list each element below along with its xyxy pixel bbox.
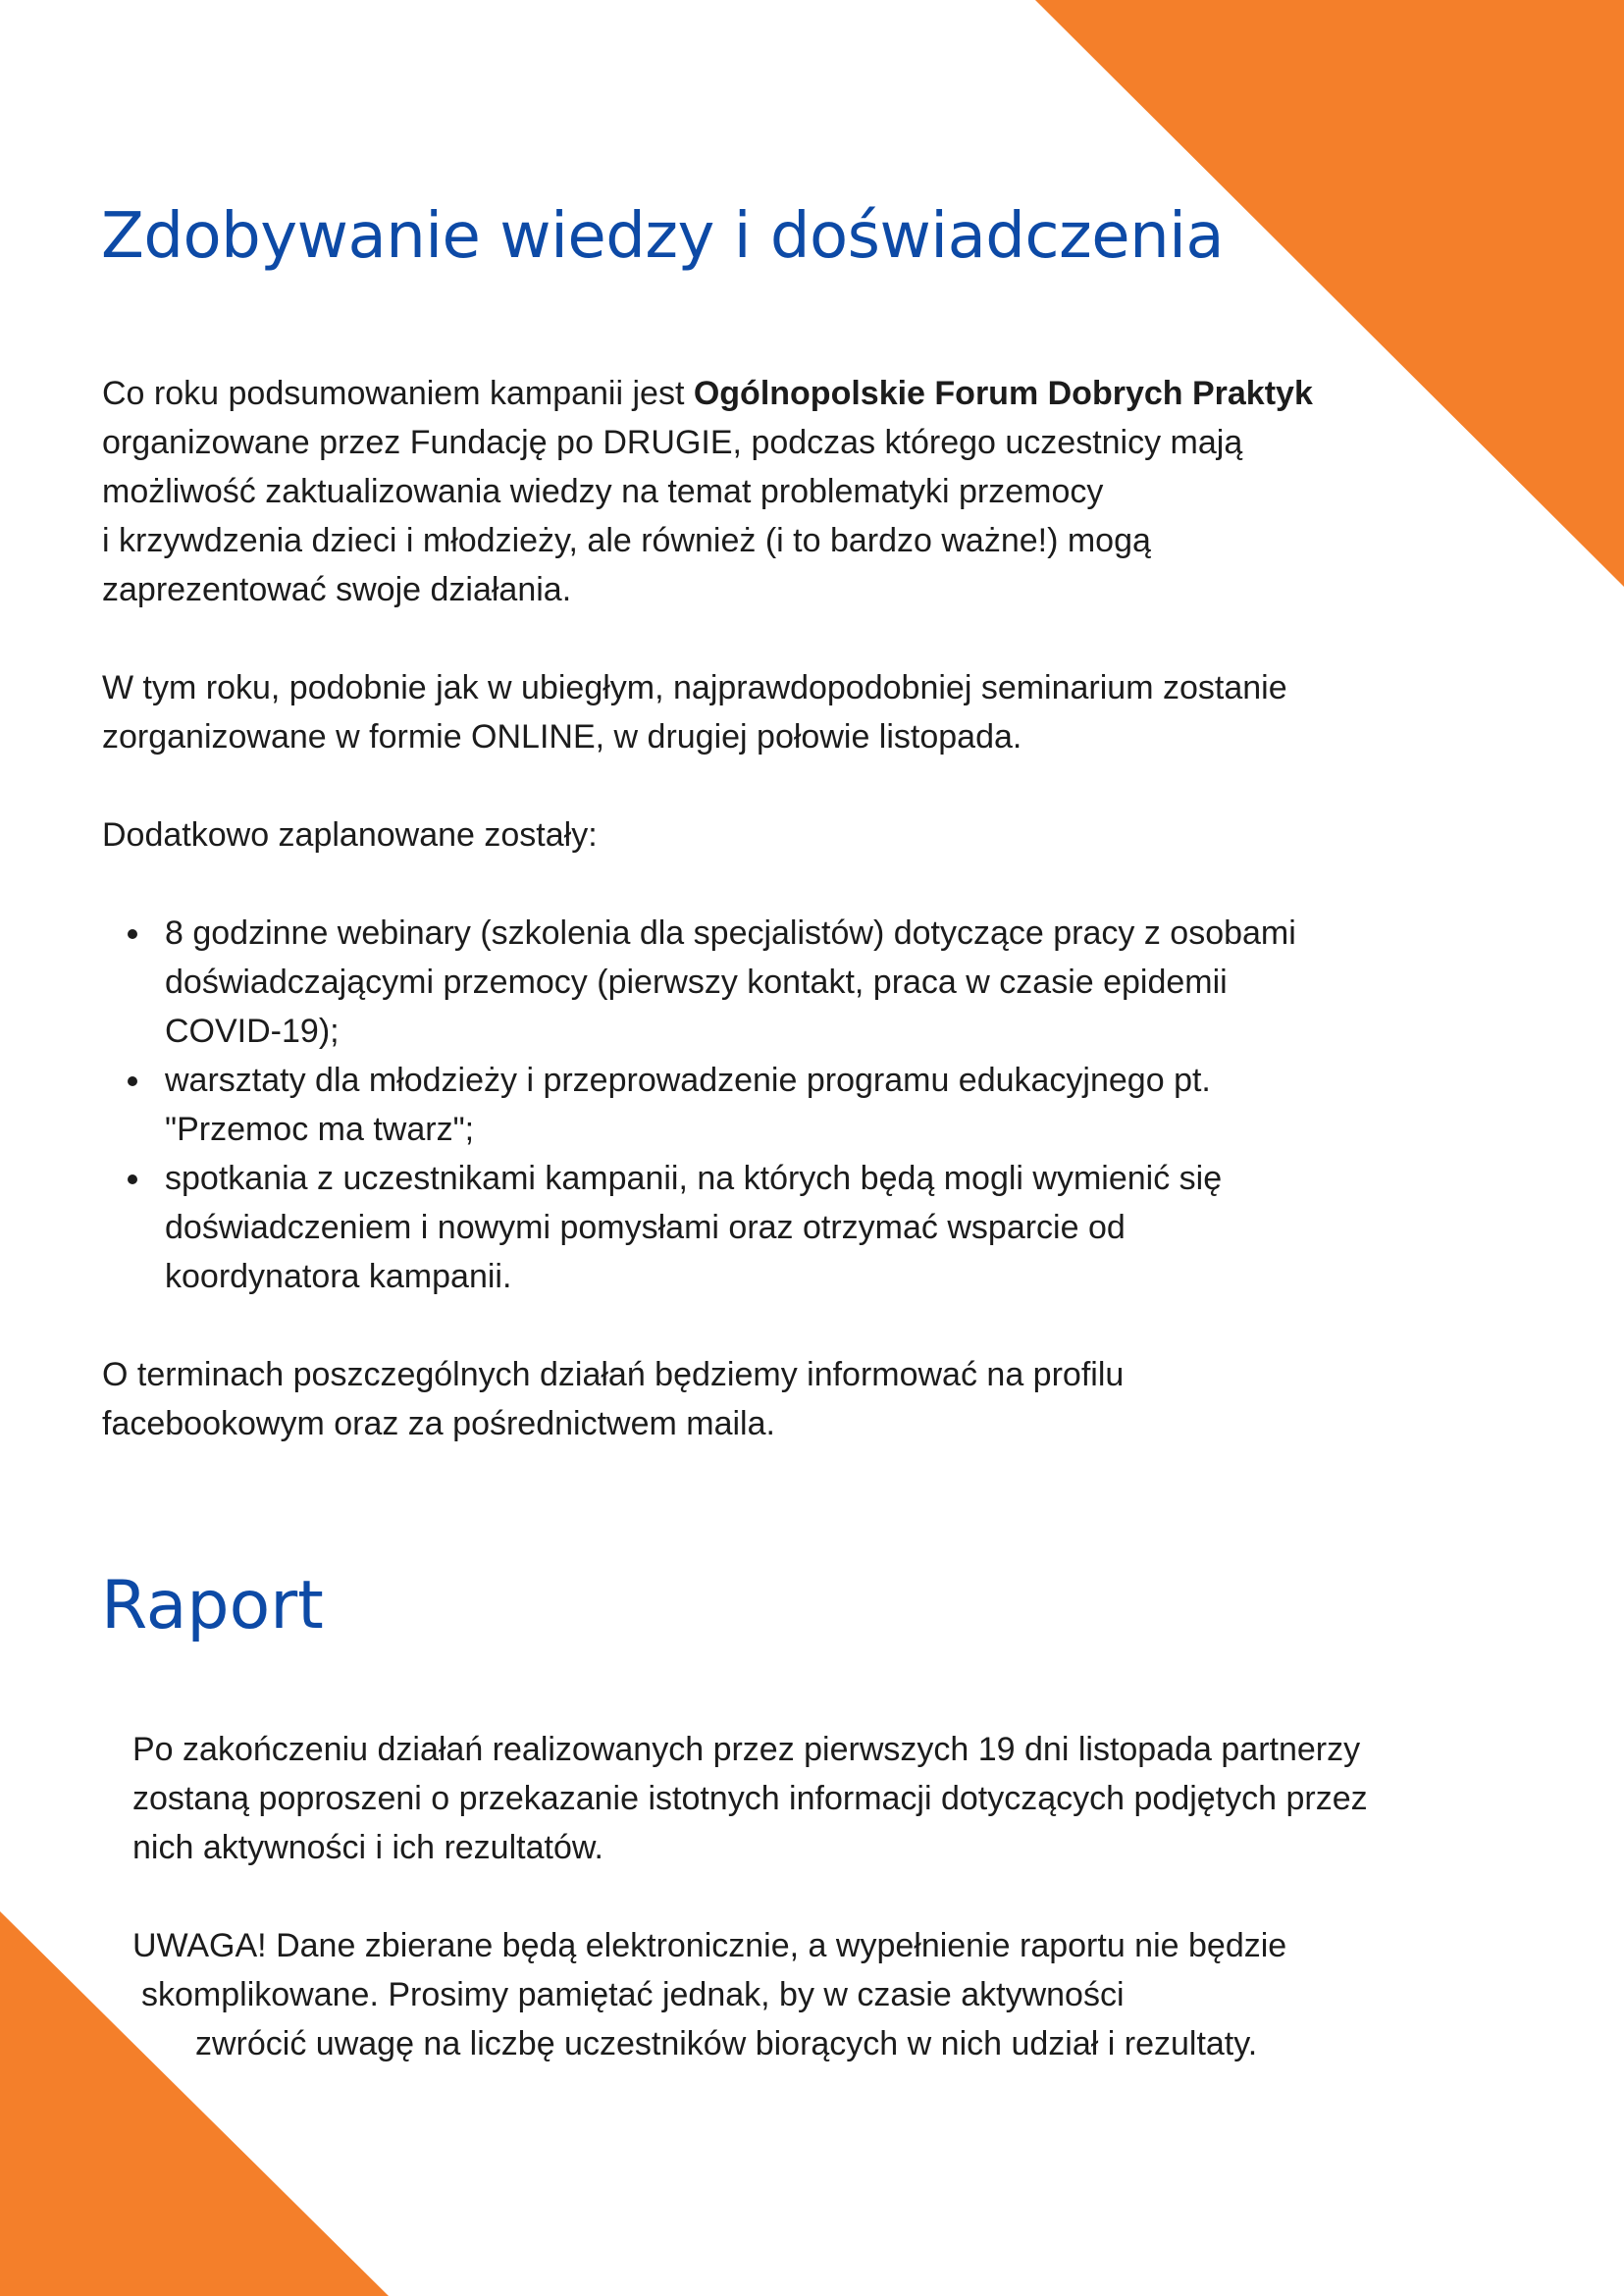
list-item-line: doświadczającymi przemocy (pierwszy kontakt, praca w czasie epidemii xyxy=(165,964,1228,1001)
intro-line-5: zaprezentować swoje działania. xyxy=(102,571,572,608)
section-title-report: Raport xyxy=(101,1567,324,1644)
list-item-line: warsztaty dla młodzieży i przeprowadzenie programu edukacyjnego pt. xyxy=(165,1062,1211,1099)
intro-paragraph xyxy=(102,369,1313,614)
bullet-icon xyxy=(128,1174,137,1184)
report-line-1: Po zakończeniu działań realizowanych przez pierwszych 19 dni listopada partnerzy xyxy=(132,1731,1361,1768)
list-item-webinars xyxy=(102,909,1296,1056)
intro-line-3: możliwość zaktualizowania wiedzy na temat problematyki przemocy xyxy=(102,473,1104,510)
list-item-line: doświadczeniem i nowymi pomysłami oraz otrzymać wsparcie od xyxy=(165,1209,1126,1246)
intro-line-2: organizowane przez Fundację po DRUGIE, podczas którego uczestnicy mają xyxy=(102,424,1243,461)
report-paragraph xyxy=(132,1725,1368,1872)
seminar-line-2: zorganizowane w formie ONLINE, w drugiej połowie listopada. xyxy=(102,718,1022,756)
list-item-line: spotkania z uczestnikami kampanii, na których będą mogli wymienić się xyxy=(165,1160,1223,1197)
list-item-line: "Przemoc ma twarz"; xyxy=(165,1111,475,1148)
notice-line-1: UWAGA! Dane zbierane będą elektronicznie, a wypełnienie raportu nie będzie xyxy=(132,1927,1287,1964)
list-item-meetings xyxy=(102,1154,1296,1301)
schedule-line-1: O terminach poszczególnych działań będziemy informować na profilu xyxy=(102,1356,1125,1393)
forum-name-bold: Ogólnopolskie Forum Dobrych Praktyk xyxy=(693,375,1313,412)
intro-line-1 xyxy=(102,369,1313,418)
notice-line-3: zwrócić uwagę na liczbę uczestników biorących w nich udział i rezultaty. xyxy=(195,2025,1258,2062)
list-item-line: COVID-19); xyxy=(165,1013,340,1050)
report-line-2: zostaną poproszeni o przekazanie istotnych informacji dotyczących podjętych przez xyxy=(132,1780,1368,1817)
seminar-line-1: W tym roku, podobnie jak w ubiegłym, najprawdopodobniej seminarium zostanie xyxy=(102,669,1287,706)
seminar-paragraph xyxy=(102,663,1287,761)
list-item-line: 8 godzinne webinary (szkolenia dla specjalistów) dotyczące pracy z osobami xyxy=(165,914,1296,952)
notice-paragraph xyxy=(132,1921,1286,2068)
list-item-line: koordynatora kampanii. xyxy=(165,1258,512,1295)
notice-line-2: skomplikowane. Prosimy pamiętać jednak, by w czasie aktywności xyxy=(141,1976,1125,2013)
bullet-icon xyxy=(128,1076,137,1086)
bullet-icon xyxy=(128,929,137,939)
intro-line-4: i krzywdzenia dzieci i młodzieży, ale również (i to bardzo ważne!) mogą xyxy=(102,522,1151,559)
additional-intro-line: Dodatkowo zaplanowane zostały: xyxy=(102,816,598,854)
list-item-workshops xyxy=(102,1056,1296,1154)
schedule-line-2: facebookowym oraz za pośrednictwem maila. xyxy=(102,1405,775,1442)
schedule-paragraph xyxy=(102,1350,1124,1448)
additional-intro-paragraph xyxy=(102,810,598,860)
report-line-3: nich aktywności i ich rezultatów. xyxy=(132,1829,603,1866)
intro-line-1-text: Co roku podsumowaniem kampanii jest xyxy=(102,375,694,412)
planned-activities-list xyxy=(102,909,1296,1301)
section-title-knowledge: Zdobywanie wiedzy i doświadczenia xyxy=(101,200,1225,273)
